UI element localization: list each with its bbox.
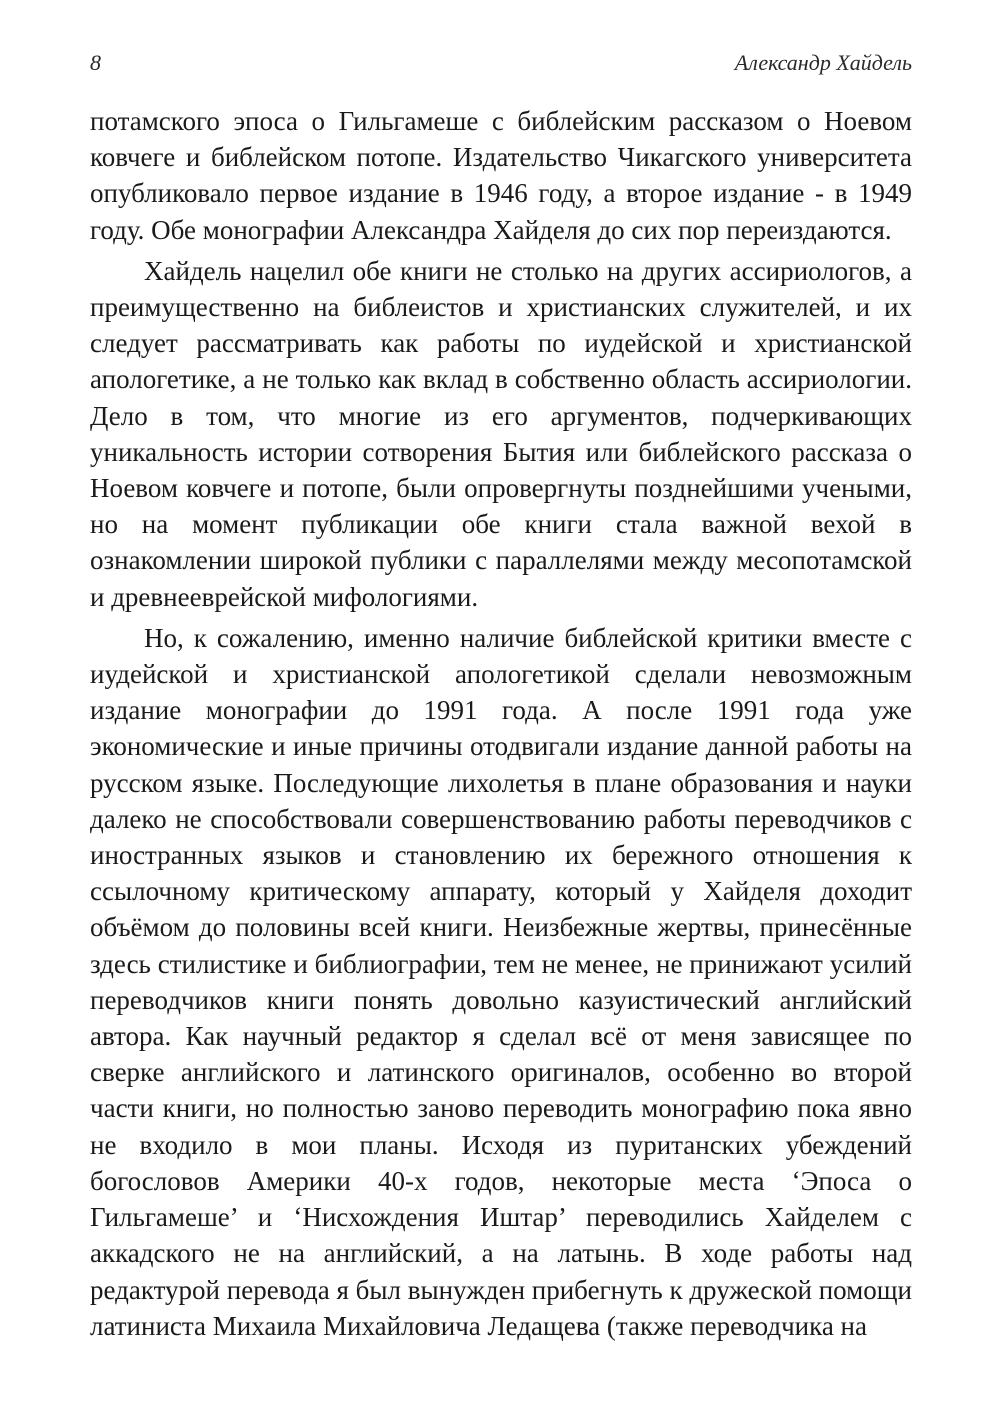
paragraph-translation-history: Но, к сожалению, именно наличие библейской критики вместе с иудейской и христианской апологетикой сделали невозможным издание монографии до 1991 года. А после 1991 года уже экономические и иные причины отодвигали издание данной работы на русском языке. Последующие лихолетья в плане образования и науки далеко не способствовали совершенствованию работы переводчиков с иностранных языков и становлению их бережного отношения к ссылочному критическому аппарату, который у Хайделя доходит объёмом до половины всей книги. Неизбежные жертвы, принесённые здесь стилистике и библиографии, тем не менее, не принижают усилий переводчиков книги понять довольно казуистический английский автора. Как научный редактор я сделал всё от меня зависящее по сверке английского и латинского оригиналов, особенно во второй части книги, но полностью заново переводить монографию пока явно не входило в мои планы. Исходя из пуританских убеждений богословов Америки 40-х годов, некоторые места ‘Эпоса о Гильгамеше’ и ‘Нисхождения Иштар’ переводились Хайделем с аккадского не на английский, а на латынь. В ходе работы над редактурой перевода я был вынужден прибегнуть к дружеской помощи латиниста Михаила Михайловича Ледащева (также переводчика на xyxy=(90,622,912,1341)
page-number: 8 xyxy=(90,50,101,75)
paragraph-continuation: потамского эпоса о Гильгамеше с библейским рассказом о Ноевом ковчеге и библейском потопе. Издательство Чикагского университета опубликовало первое издание в 1946 году, а второе издание - в 1949 году. Обе монографии Александра Хайделя до сих пор переиздаются. xyxy=(90,106,912,245)
body-text xyxy=(90,103,912,1344)
running-title: Александр Хайдель xyxy=(734,50,912,75)
running-head xyxy=(90,50,912,80)
paragraph-heidel-audience: Хайдель нацелил обе книги не столько на других ассириологов, а преимущественно на библеистов и христианских служителей, и их следует рассматривать как работы по иудейской и христианской апологетике, а не только как вклад в собственно область ассириологии. Дело в том, что многие из его аргументов, подчеркивающих уникальность истории сотворения Бытия или библейского рассказа о Ноевом ковчеге и потопе, были опровергнуты позднейшими учеными, но на момент публикации обе книги стала важной вехой в ознакомлении широкой публики с параллелями между месопотамской и древнееврейской мифологиями. xyxy=(90,255,912,612)
